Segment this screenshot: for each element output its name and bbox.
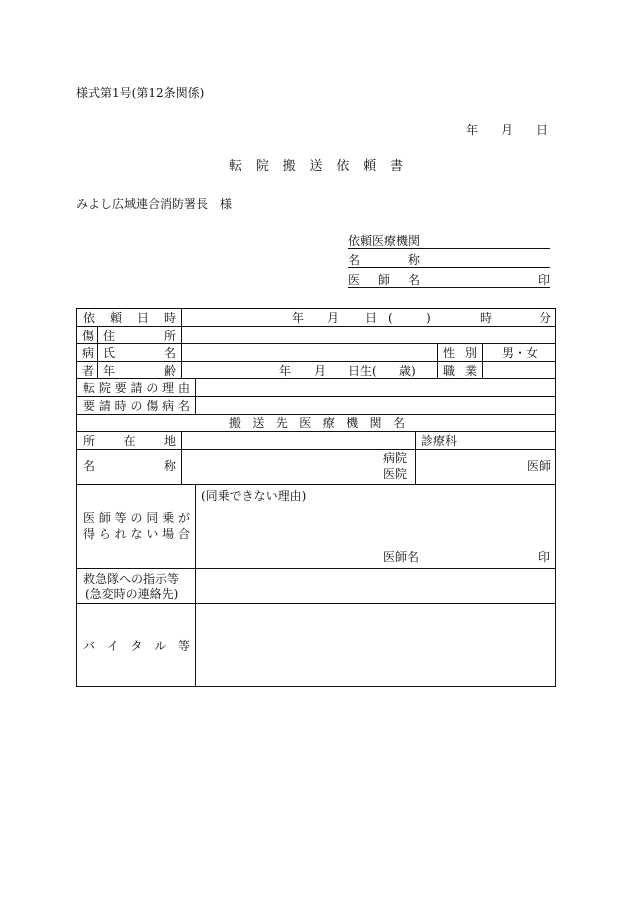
underline <box>348 267 550 268</box>
location-label <box>83 434 176 448</box>
label-char: い <box>146 527 159 541</box>
emergency-contact-label: (急変時の連絡先) <box>85 587 179 601</box>
request-month: 月 <box>327 311 340 325</box>
label-char: 年 <box>103 364 116 378</box>
label-char: タ <box>130 639 143 653</box>
label-char: 名 <box>177 399 190 413</box>
label-char: 等 <box>177 639 190 653</box>
label-char: 場 <box>162 527 175 541</box>
label-char: 名 <box>163 346 176 360</box>
label-char: 要 <box>114 381 127 395</box>
date-day: 日 <box>535 123 548 137</box>
label-char: 日 <box>136 311 149 325</box>
label-char: 時 <box>163 311 176 325</box>
label-char: 請 <box>130 381 143 395</box>
diagnosis-label <box>83 399 190 413</box>
birth-month: 月 <box>314 364 327 378</box>
birth-born: 日生( <box>348 364 377 378</box>
label-char: 得 <box>83 527 96 541</box>
request-minute: 分 <box>539 311 552 325</box>
label-char: イ <box>106 639 119 653</box>
label-char: 医 <box>348 273 361 287</box>
label-char: 住 <box>103 329 116 343</box>
hospital-label: 病院 <box>383 451 408 465</box>
label-char: 齢 <box>163 364 176 378</box>
title-char: 送 <box>309 159 323 174</box>
sex-value: 男・女 <box>502 346 539 360</box>
age-label <box>103 364 176 378</box>
transfer-request-table <box>76 308 556 687</box>
title-char: 書 <box>389 159 403 174</box>
no-escort-reason-label: (同乗できない理由) <box>201 489 307 503</box>
label-char: 称 <box>163 459 176 473</box>
header-char: 療 <box>322 416 335 430</box>
date-year: 年 <box>466 123 479 137</box>
weekday-close: ) <box>426 311 431 325</box>
label-char: 合 <box>177 527 190 541</box>
weekday-open: ( <box>388 311 393 325</box>
label-char: ら <box>98 527 111 541</box>
header-char: 関 <box>369 416 382 430</box>
header-char: 搬 <box>229 416 242 430</box>
patient-side-char: 病 <box>82 346 95 360</box>
title-char: 院 <box>255 159 269 174</box>
title-char: 転 <box>229 159 243 174</box>
requester-seal: 印 <box>538 273 551 287</box>
form-number: 様式第1号(第12条関係) <box>76 86 205 100</box>
label-char: れ <box>114 527 127 541</box>
date-line <box>466 123 548 137</box>
label-char: の <box>130 511 143 525</box>
label-char: 要 <box>83 399 96 413</box>
label-char: 職 <box>443 364 456 378</box>
clinic-label: 医院 <box>383 467 408 481</box>
header-char: 機 <box>346 416 359 430</box>
label-char: 名 <box>407 273 420 287</box>
label-char: 業 <box>464 364 477 378</box>
ems-instructions-label: 救急隊への指示等 <box>83 572 180 586</box>
doctor-suffix: 医師 <box>527 459 552 473</box>
label-char: ル <box>154 639 167 653</box>
label-char: 頼 <box>109 311 122 325</box>
label-char: 傷 <box>146 399 159 413</box>
label-char: が <box>177 511 190 525</box>
birth-year: 年 <box>279 364 292 378</box>
occupation-label <box>443 364 477 378</box>
label-char: 師 <box>98 511 111 525</box>
label-char: 理 <box>162 381 175 395</box>
no-escort-label-line2 <box>83 527 190 541</box>
requester-institution-label: 依頼医療機関 <box>348 234 421 248</box>
patient-side-char: 傷 <box>82 329 95 343</box>
label-char: な <box>130 527 143 541</box>
label-char: 在 <box>123 434 136 448</box>
underline <box>348 248 550 249</box>
requester-name-label <box>348 253 420 267</box>
label-char: 所 <box>83 434 96 448</box>
label-char: 転 <box>83 381 96 395</box>
label-char: 医 <box>83 511 96 525</box>
document-title <box>229 160 403 174</box>
label-char: 依 <box>83 311 96 325</box>
no-escort-label-line1 <box>83 511 190 525</box>
request-year: 年 <box>292 311 305 325</box>
date-month: 月 <box>500 123 513 137</box>
title-char: 搬 <box>282 159 296 174</box>
label-char: 同 <box>146 511 159 525</box>
label-char: 別 <box>464 346 477 360</box>
label-char: の <box>146 381 159 395</box>
label-char: 時 <box>114 399 127 413</box>
label-char: 称 <box>407 253 420 267</box>
requester-doctor-label <box>348 273 420 287</box>
patient-side-char: 者 <box>82 364 95 378</box>
label-char: 院 <box>98 381 111 395</box>
label-char: 所 <box>163 329 176 343</box>
addressee: みよし広域連合消防署長 様 <box>76 197 233 211</box>
address-label <box>103 329 176 343</box>
request-datetime-label <box>83 311 176 325</box>
label-char: 名 <box>83 459 96 473</box>
header-char: 名 <box>392 416 405 430</box>
label-char: 氏 <box>103 346 116 360</box>
label-char: 名 <box>348 253 361 267</box>
label-char: 乗 <box>162 511 175 525</box>
doctor-name-label: 医師名 <box>383 550 420 564</box>
title-char: 頼 <box>363 159 377 174</box>
label-char: 等 <box>114 511 127 525</box>
transfer-reason-label <box>83 381 190 395</box>
request-hour: 時 <box>480 311 493 325</box>
underline <box>348 287 550 288</box>
department-label: 診療科 <box>421 434 458 448</box>
label-char: の <box>130 399 143 413</box>
header-char: 医 <box>299 416 312 430</box>
label-char: バ <box>83 639 96 653</box>
sex-label <box>443 346 477 360</box>
vitals-label <box>83 639 190 653</box>
facility-name-label <box>83 459 176 473</box>
destination-header <box>229 416 405 430</box>
label-char: 由 <box>177 381 190 395</box>
name-label <box>103 346 176 360</box>
birth-age: 歳) <box>399 364 416 378</box>
title-char: 依 <box>336 159 350 174</box>
header-char: 先 <box>275 416 288 430</box>
label-char: 病 <box>162 399 175 413</box>
header-char: 送 <box>252 416 265 430</box>
label-char: 地 <box>163 434 176 448</box>
label-char: 性 <box>443 346 456 360</box>
label-char: 師 <box>377 273 390 287</box>
doctor-seal: 印 <box>538 550 551 564</box>
request-day: 日 <box>365 311 378 325</box>
label-char: 請 <box>98 399 111 413</box>
